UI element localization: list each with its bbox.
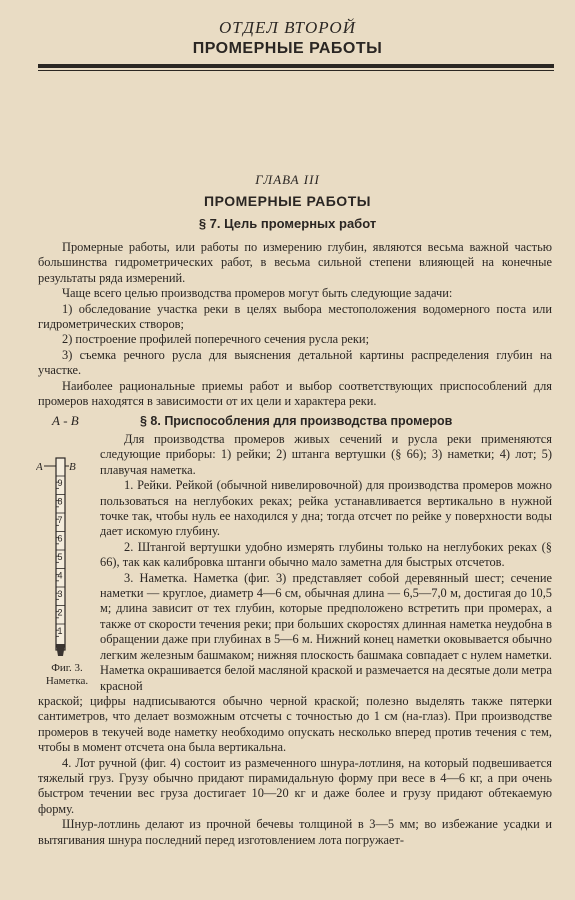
body-text: 4. Лот ручной (фиг. 4) состоит из размеченного шнура-лотлиня, на который подвешивается тяжелый груз. Грузу обычно придают пирамидальную форму при весе в 4—6 кг, а при очень быстром течении вес груза достигает 10—20 кг и даже более и грузу придают обтекаемую форму. bbox=[38, 755, 552, 816]
section-label: ОТДЕЛ ВТОРОЙ bbox=[219, 18, 356, 37]
paragraph-8-body bbox=[100, 432, 552, 694]
figure-3-left-label: А bbox=[36, 461, 43, 473]
body-text: Шнур-лотлинь делают из прочной бечевы толщиной в 3—5 мм; во избежание усадки и вытягивания шнура последний перед изготовлением лота погружает- bbox=[38, 817, 552, 847]
figure-3-digits bbox=[58, 478, 63, 636]
figure-3-digit: 8 bbox=[57, 496, 63, 507]
figure-3-digit: 6 bbox=[57, 533, 63, 544]
body-text: 2. Штангой вертушки удобно измерять глубины только на неглубоких реках (§ 66), так как калибровка штанги обычно мало заметна для быстрых отсчетов. bbox=[100, 539, 552, 570]
figure-3-digit: 5 bbox=[57, 552, 63, 562]
figure-3-right-label: В bbox=[69, 461, 76, 473]
figure-3-caption-number: Фиг. 3. bbox=[51, 662, 83, 674]
body-text: Наиболее рациональные приемы работ и выбор соответствующих приспособлений для промеров находятся в зависимости от их цели и характера реки. bbox=[38, 378, 552, 409]
paragraph-8-title: § 8. Приспособления для производства промеров bbox=[140, 414, 453, 428]
paragraph-7-title: § 7. Цель промерных работ bbox=[198, 216, 377, 231]
figure-3-digit: 9 bbox=[57, 478, 63, 488]
section-title: ПРОМЕРНЫЕ РАБОТЫ bbox=[192, 40, 383, 57]
body-text: Чаще всего целью производства промеров могут быть следующие задачи: bbox=[62, 286, 453, 301]
body-text: 2) построение профилей поперечного сечения русла реки; bbox=[62, 332, 370, 347]
figure-3-digit: 7 bbox=[57, 515, 63, 525]
figure-3-section-label: А - В bbox=[52, 413, 79, 428]
figure-3-pole-shoe bbox=[56, 644, 65, 656]
figure-3-digit: 3 bbox=[57, 589, 63, 599]
figure-3-digit: 4 bbox=[57, 570, 63, 581]
body-text: краской; цифры надписываются обычно черной краской; полезно выделять также пятерки сантиметров, что делает возможным отсчеты с точностью до 1 см (на-глаз). При производстве промеров в текучей воде наметку необходимо опускать несколько вперед против течения с тем, чтобы в момент отсчета она была вертикальна. bbox=[38, 694, 552, 755]
body-text: 3. Наметка. Наметка (фиг. 3) представляет собой деревянный шест; сечение наметки — круглое, диаметр 4—6 см, обычная длина — 6,5—7,0 м, достигая до 10,5 м; длина зависит от тех глубин, которые предположено встретить при промерах, а также от скорости течения реки; при больших скоростях длинная наметка неудобна в обращении даже при глубинах в 5—6 м. Нижний конец наметки оковывается обычно легким железным башмаком; нижняя плоскость башмака совпадает с нулем наметки. Наметка окрашивается белой масляной краской и размечается на десятые доли метра красной bbox=[100, 570, 552, 693]
body-text: 1) обследование участка реки в целях выбора местоположения водомерного поста или гидрометрических створов; bbox=[38, 301, 552, 332]
paragraph-8-body-continued bbox=[38, 694, 552, 848]
figure-3-sounding-pole bbox=[36, 456, 80, 661]
body-text: Промерные работы, или работы по измерению глубин, являются весьма важной частью большинства гидрометрических работ, в весьма сильной степени влияющей на конечные результаты ряда измерений. bbox=[38, 240, 552, 285]
paragraph-7-body bbox=[38, 240, 552, 409]
body-text: 1. Рейки. Рейкой (обычной нивелировочной) для производства промеров можно пользоваться на неглубоких реках; рейка устанавливается вертикально в нужной точке так, чтобы нуль ее находился у дна; тогда отсчет по рейке у поверхности воды дает искомую глубину. bbox=[100, 478, 552, 539]
body-text: 3) съемка речного русла для выяснения детальной картины распределения глубин на участке. bbox=[38, 347, 552, 378]
chapter-title: ПРОМЕРНЫЕ РАБОТЫ bbox=[204, 193, 371, 209]
figure-3-digit: 2 bbox=[57, 607, 63, 618]
body-text: Для производства промеров живых сечений и русла реки применяются следующие приборы: 1) рейки; 2) штанга вертушки (§ 66); 3) наметки; 4) лот; 5) плавучая наметка. bbox=[100, 432, 552, 477]
figure-3-digit: 1 bbox=[57, 626, 63, 636]
header-rule-thick bbox=[38, 64, 554, 68]
figure-3-caption bbox=[36, 662, 98, 688]
figure-3-caption-title: Наметка. bbox=[45, 675, 89, 687]
header-rule-thin bbox=[38, 70, 554, 71]
chapter-label: ГЛАВА III bbox=[255, 172, 320, 187]
